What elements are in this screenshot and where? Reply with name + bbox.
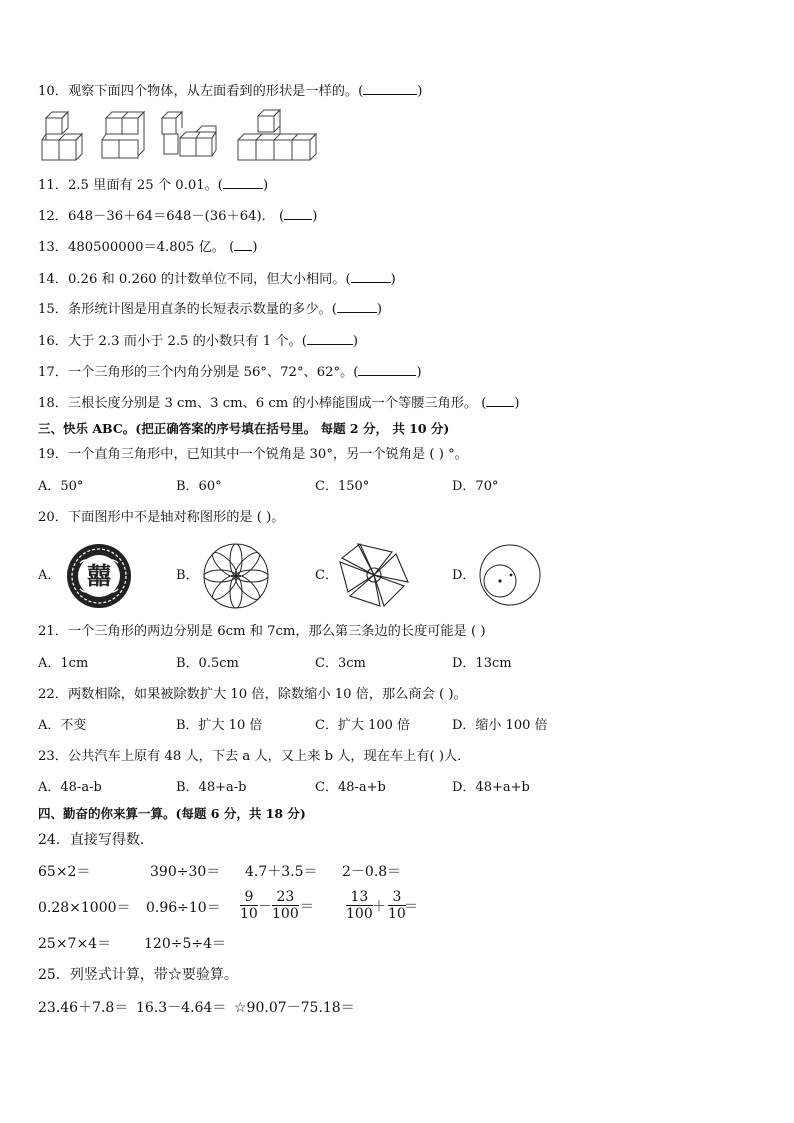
nested-circles-figure	[478, 543, 542, 607]
q19-option-a[interactable]: A．50°	[38, 479, 84, 494]
cube-figure-3	[158, 110, 218, 162]
question-16: 16．大于 2.3 而小于 2.5 的小数只有 1 个。( )	[38, 334, 359, 349]
plus-operator: ＋	[372, 899, 386, 915]
q22-option-a[interactable]: A．不变	[38, 718, 87, 733]
section-4-heading: 四、勤奋的你来算一算。(每题 6 分，共 18 分)	[38, 806, 306, 821]
q24-item: 2－0.8＝	[342, 864, 402, 880]
q22-option-c[interactable]: C．扩大 100 倍	[315, 718, 411, 733]
q19-option-b[interactable]: B．60°	[176, 479, 222, 494]
q22-option-b[interactable]: B．扩大 10 倍	[176, 718, 263, 733]
equals-sign: ＝	[404, 899, 418, 915]
q21-option-a[interactable]: A．1cm	[38, 656, 89, 671]
q22-option-d[interactable]: D．缩小 100 倍	[452, 718, 548, 733]
q25-item: ☆90.07－75.18＝	[234, 1000, 355, 1016]
question-21: 21．一个三角形的两边分别是 6cm 和 7cm，那么第三条边的长度可能是 ( )	[38, 624, 486, 639]
question-12: 12．648－36＋64＝648－(36＋64)． ( )	[38, 209, 318, 224]
q23-option-a[interactable]: A．48-a-b	[38, 780, 102, 795]
answer-blank[interactable]	[351, 270, 391, 283]
question-19: 19．一个直角三角形中，已知其中一个锐角是 30°，另一个锐角是 ( ) °。	[38, 447, 468, 462]
q20-option-c[interactable]: C．	[315, 568, 338, 583]
q23-option-c[interactable]: C．48-a+b	[315, 780, 386, 795]
fraction: 13 100	[346, 889, 373, 922]
answer-blank[interactable]	[337, 300, 377, 313]
question-22: 22．两数相除，如果被除数扩大 10 倍，除数缩小 10 倍，那么商会 ( )。	[38, 687, 467, 702]
q25-item: 23.46＋7.8＝	[38, 1000, 129, 1016]
answer-blank[interactable]	[307, 332, 353, 345]
answer-blank[interactable]	[223, 176, 263, 189]
fraction: 3 10	[388, 889, 406, 922]
answer-blank[interactable]	[234, 238, 252, 251]
answer-blank[interactable]	[363, 82, 417, 95]
q24-item: 65×2＝	[38, 864, 91, 880]
q19-option-c[interactable]: C．150°	[315, 479, 370, 494]
q24-item: 390÷30＝	[150, 864, 221, 880]
cube-figure-2	[100, 110, 152, 162]
q20-option-a[interactable]: A．	[38, 568, 61, 583]
fraction: 9 10	[240, 889, 258, 922]
question-10: 10．观察下面四个物体，从左面看到的形状是一样的。( )	[38, 84, 423, 99]
q23-option-b[interactable]: B．48+a-b	[176, 780, 247, 795]
question-25: 25．列竖式计算，带☆要验算。	[38, 967, 238, 983]
emblem-character: 囍	[87, 561, 111, 590]
question-15: 15．条形统计图是用直条的长短表示数量的多少。( )	[38, 302, 383, 317]
q21-option-c[interactable]: C．3cm	[315, 656, 366, 671]
question-14: 14．0.26 和 0.260 的计数单位不同，但大小相同。( )	[38, 272, 396, 287]
q20-option-d[interactable]: D．	[452, 568, 476, 583]
minus-operator: －	[258, 899, 272, 915]
flower-circle-figure	[203, 543, 269, 609]
q21-option-d[interactable]: D．13cm	[452, 656, 512, 671]
question-18: 18．三根长度分别是 3 cm、3 cm、6 cm 的小棒能围成一个等腰三角形。 ( )	[38, 396, 520, 411]
answer-blank[interactable]	[486, 394, 514, 407]
q24-item: 0.28×1000＝	[38, 900, 131, 916]
section-3-heading: 三、快乐 ABC。(把正确答案的序号填在括号里。 每题 2 分， 共 10 分)	[38, 421, 450, 436]
q24-item: 0.96÷10＝	[146, 900, 221, 916]
question-24: 24．直接写得数．	[38, 832, 154, 848]
question-13: 13．480500000＝4.805 亿。 ( )	[38, 240, 258, 255]
pinwheel-figure	[338, 542, 410, 608]
question-11: 11．2.5 里面有 25 个 0.01。( )	[38, 178, 269, 193]
q19-option-d[interactable]: D．70°	[452, 479, 499, 494]
equals-sign: ＝	[300, 899, 314, 915]
question-23: 23．公共汽车上原有 48 人，下去 a 人，又上来 b 人，现在车上有( )人．	[38, 749, 471, 764]
fraction: 23 100	[272, 889, 299, 922]
cube-figure-1	[40, 110, 90, 162]
q24-item: 25×7×4＝	[38, 936, 112, 952]
cube-figure-4	[236, 110, 318, 162]
question-20: 20．下面图形中不是轴对称图形的是 ( )。	[38, 510, 285, 525]
q24-item: 120÷5÷4＝	[144, 936, 226, 952]
answer-blank[interactable]	[284, 207, 312, 220]
q23-option-d[interactable]: D．48+a+b	[452, 780, 530, 795]
q21-option-b[interactable]: B．0.5cm	[176, 656, 239, 671]
question-17: 17．一个三角形的三个内角分别是 56°、72°、62°。( )	[38, 365, 422, 380]
q24-item: 4.7＋3.5＝	[245, 864, 318, 880]
answer-blank[interactable]	[358, 363, 416, 376]
q25-item: 16.3－4.64＝	[136, 1000, 227, 1016]
q20-option-b[interactable]: B．	[176, 568, 199, 583]
